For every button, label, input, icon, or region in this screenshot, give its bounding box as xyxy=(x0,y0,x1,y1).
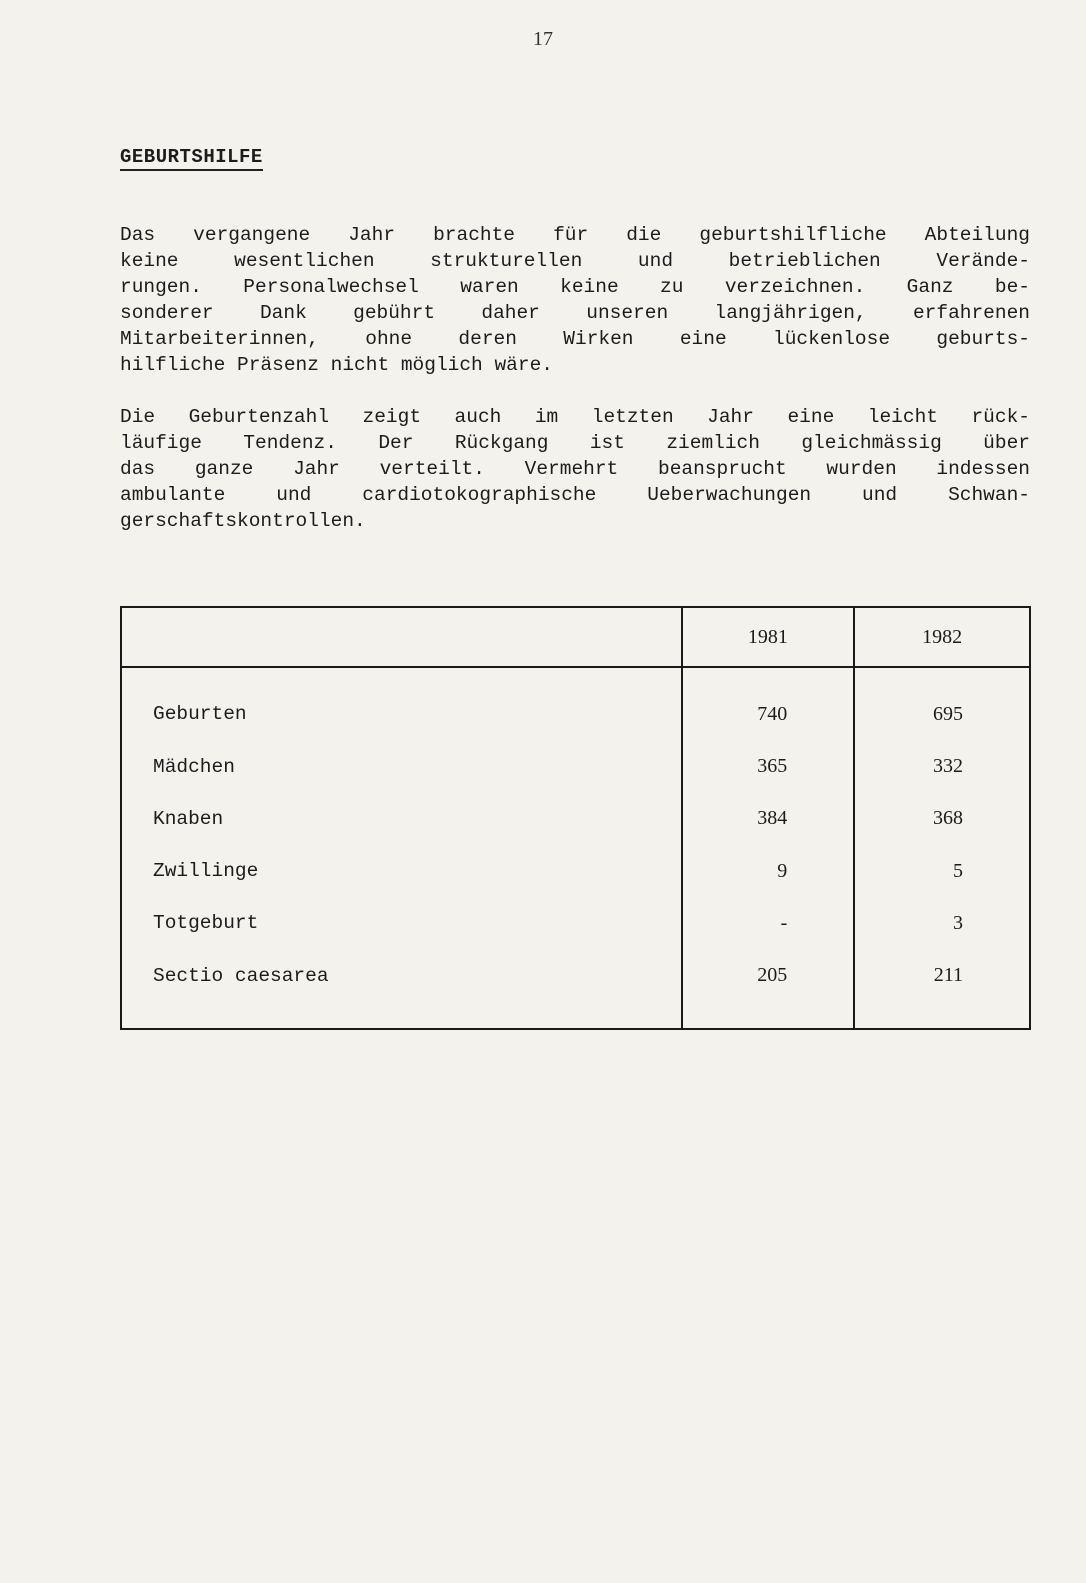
paragraph-1-line: keine wesentlichen strukturellen und betrieblichen Verände- xyxy=(120,250,1030,272)
row-label: Sectio caesarea xyxy=(121,950,682,1002)
paragraph-2-line: ambulante und cardiotokographische Ueberwachungen und Schwan- xyxy=(120,484,1030,506)
paragraph-2 xyxy=(120,404,1030,534)
value-1982: 368 xyxy=(933,807,963,830)
section-heading: GEBURTSHILFE xyxy=(120,146,263,171)
row-label: Zwillinge xyxy=(121,845,682,897)
paragraph-1 xyxy=(120,222,1030,378)
row-label: Totgeburt xyxy=(121,897,682,949)
value-1981: 384 xyxy=(682,793,855,845)
table-row xyxy=(121,845,1030,897)
value-1981: 205 xyxy=(682,950,855,1002)
table-header-blank xyxy=(121,607,682,667)
value-1981: 740 xyxy=(682,688,855,740)
birth-statistics-table xyxy=(120,606,1031,1030)
table-header-1981: 1981 xyxy=(682,607,855,667)
paragraph-1-line: sonderer Dank gebührt daher unseren langjährigen, erfahrenen xyxy=(120,302,1030,324)
table-row xyxy=(121,688,1030,740)
page-number: 17 xyxy=(533,28,553,50)
paragraph-1-line: Das vergangene Jahr brachte für die geburtshilfliche Abteilung xyxy=(120,224,1030,246)
paragraph-2-line: das ganze Jahr verteilt. Vermehrt beansprucht wurden indessen xyxy=(120,458,1030,480)
value-1981: 9 xyxy=(682,845,855,897)
table-row xyxy=(121,740,1030,792)
paragraph-2-line: Die Geburtenzahl zeigt auch im letzten Jahr eine leicht rück- xyxy=(120,406,1030,428)
value-1981: 365 xyxy=(682,740,855,792)
table-row xyxy=(121,793,1030,845)
table-header-1982: 1982 xyxy=(854,607,1030,667)
row-label: Knaben xyxy=(121,793,682,845)
value-1982: 5 xyxy=(953,859,963,882)
paragraph-2-line: gerschaftskontrollen. xyxy=(120,510,366,532)
paragraph-1-line: hilfliche Präsenz nicht möglich wäre. xyxy=(120,354,553,376)
table-row xyxy=(121,897,1030,949)
table-row xyxy=(121,950,1030,1002)
value-1982: 332 xyxy=(933,755,963,778)
paragraph-1-line: rungen. Personalwechsel waren keine zu verzeichnen. Ganz be- xyxy=(120,276,1030,298)
row-label: Mädchen xyxy=(121,740,682,792)
table-header-row xyxy=(121,607,1030,667)
value-1982: 695 xyxy=(933,702,963,725)
row-label: Geburten xyxy=(121,688,682,740)
value-1982: 211 xyxy=(933,964,963,987)
value-1981: - xyxy=(682,897,855,949)
paragraph-1-line: Mitarbeiterinnen, ohne deren Wirken eine lückenlose geburts- xyxy=(120,328,1030,350)
value-1982: 3 xyxy=(953,911,963,934)
paragraph-2-line: läufige Tendenz. Der Rückgang ist ziemlich gleichmässig über xyxy=(120,432,1030,454)
